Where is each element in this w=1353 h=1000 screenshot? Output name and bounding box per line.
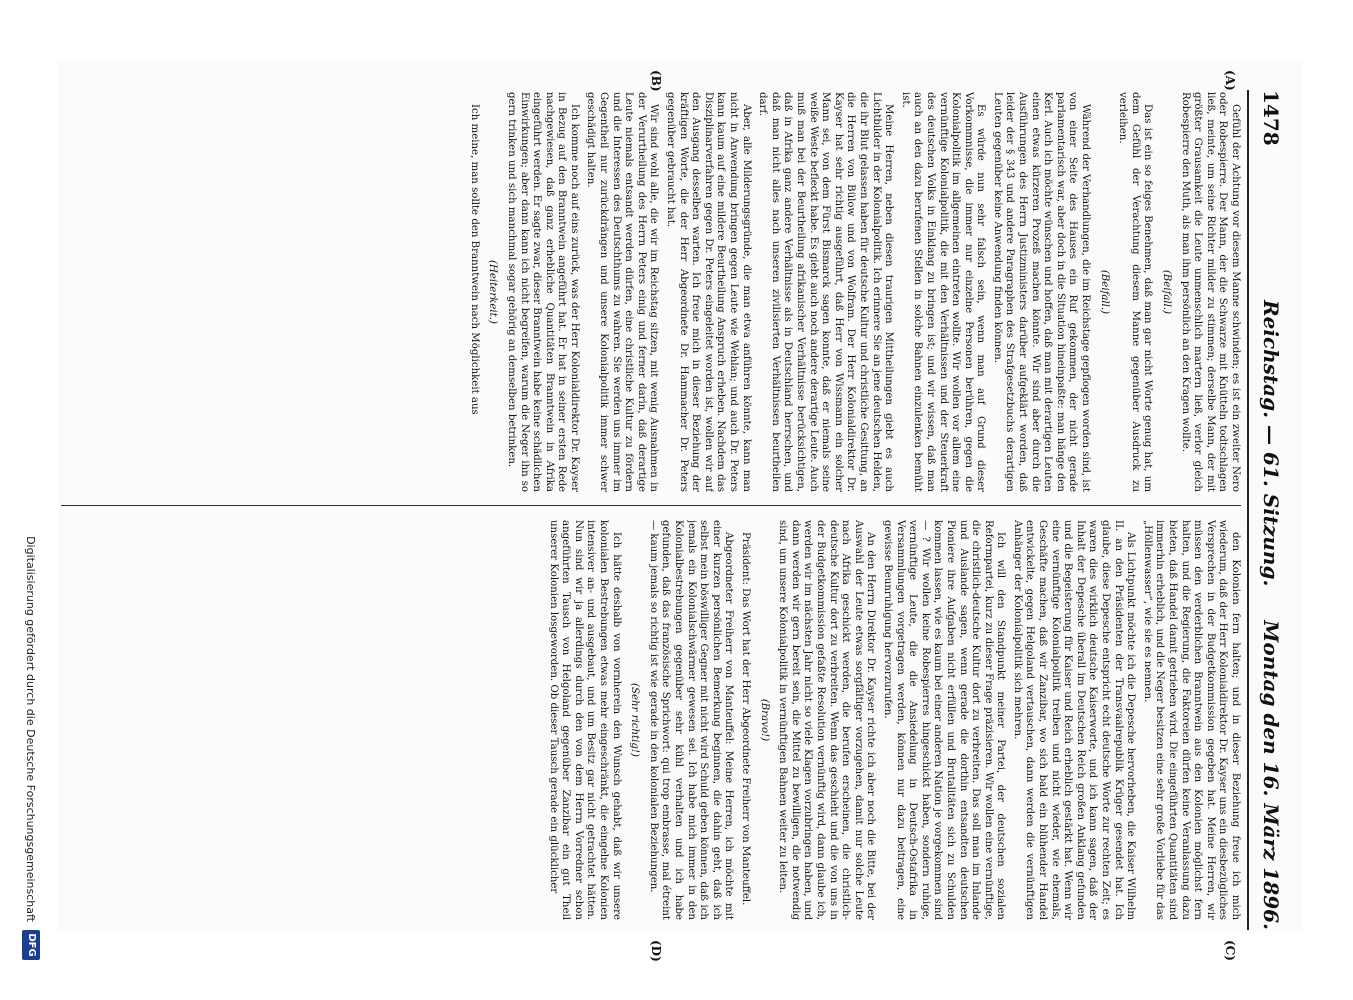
paragraph: Als Lichtpunkt möchte ich die Depesche hervorheben, die Kaiser Wilhelm II. an den Präsidenten der Transvaalrepublik Krüger gesendet hat. Ich glaube, diese Depesche entspricht echt deutsche Worte zur rechten Zeit; es waren dies wirklich deutsche Kaiserworte, und ich kann sagen, daß der Inhalt der Depesche überall im Deutschen Reich großen Anklang gefunden und die Begeisterung für Kaiser und Reich erheblich gestärkt hat. Wenn wir eine vernünftige Kolonialpolitik treiben und nicht wieder, wie ehemals, Geschäfte machen, daß wir Zanzibar, wo sich bald ein blühender Handel entwickelte, gegen Helgoland vertauschen, dann werden die vernünftigen Anhänger der Kolonialpolitik sich mehren. [1011,520,1137,920]
paragraph: Es würde nun sehr falsch sein, wenn man auf Grund dieser Vorkommnisse, die immer nur einzelne Personen berühren, gegen die Kolonialpolitik im allgemeinen eintreten wollte. Wir wollen vor allem eine vernünftige Kolonialpolitik, die mit den Verhältnissen und der Steuerkraft des deutschen Volks in Einklang zu bringen ist; und wir wissen, daß man auch an den dazu berufenen Stellen in solche Bahnen einzulenken bemüht ist. [899,92,987,492]
right-column [61,520,1241,920]
paragraph: Gefühl der Achtung vor diesem Manne schwinden; es ist ein zweiter Nero oder Robespierre. Der Mann, der die Schwarze mit Knütteln todtschlagen ließ, meinte, um seine Richter milder zu stimmen; derselbe Mann, der mit größter Grausamkeit die Leute unmenschlich martern ließ, verlor gleich Robespierre den Muth, als man ihm persönlich an den Kragen wollte. [1179,92,1241,492]
laughter-note: (Heiterkeit.) [487,260,499,324]
paragraph: Aber, alle Milderungsgründe, die man etwa anführen könnte, kann man nicht in Anwendung bringen gegen Leute wie Wehlan; und auch Dr. Peters kann kaum auf eine mildere Beurtheilung Anspruch erheben. Nachdem das Disziplinarverfahren gegen Dr. Peters eingeleitet worden ist, wollen wir auf den Ausgang desselben warten. Ich freue mich in dieser Beziehung der kräftigen Worte, die der Herr Abgeordnete Dr. Hammacher Dr. Peters gegenüber gebraucht hat. [665,92,752,492]
page-header [1253,90,1293,930]
paragraph: An den Herrn Direktor Dr. Kayser richte ich aber noch die Bitte, bei der Auswahl der Leute etwas sorgfältiger vorzugehen, damit nur solche Leute nach Afrika geschickt werden, die berufen erscheinen, die christlich-deutsche Kultur dort zu verbreiten. Wenn das geschieht und die von uns in der Budgetkommission gefaßte Resolution vernünftig wird, dann glaube ich, werden wir im nächsten Jahr nicht so viele Klagen vorzubringen haben, und dann werden wir gern bereit sein, die Mittel zu bewilligen, die notwendig sind, um unsere Kolonialpolitik in vernünftigen Bahnen weiter zu leiten. [777,520,877,920]
paragraph: Meine Herren, neben diesen traurigen Mittheilungen giebt es auch Lichtbilder in der Kolonialpolitik. Ich erinnere Sie an jene deutschen Helden, die ihr Blut gelassen haben für deutsche Kultur und christliche Gesittung, an die Herren von Bülow und von Wolfram. Der Herr Kolonialdirektor Dr. Kayser hat sehr richtig ausgeführt, daß Herr von Wissmann ein solcher Mann sei, von dem Fürst Bismarck sagen konnte, daß er niemals seine weiße Weste befleckt habe. Es giebt auch noch andere derartige Leute. Auch muß man bei der Beurtheilung afrikanischer Verhältnisse berücksichtigen, daß in Afrika ganz andere Verhältnisse als in Deutschland herrschen, und daß man nicht alles nach unseren zivilisierten Verhältnissen beurtheilen darf. [757,92,895,492]
agreement-note: (Sehr richtig!) [629,683,641,757]
digitization-credit [17,60,45,960]
margin-marker-d: (D) [649,940,663,962]
credit-text: Digitalisierung gefördert durch die Deutsche Forschungsgemeinschaft [24,536,38,922]
paragraph: Abgeordneter Freiherr von Manteuffel: Meine Herren, ich möchte mit einer kurzen persönlichen Bemerkung beginnen, die dahin geht, daß ich selbst mein böswilliger Gegner mit nicht wird Schuld geben können, daß ich jemals ein Kolonialschwärmer gewesen sei. Ich habe mich immer in den Kolonialbestrebungen gegenüber sehr kühl verhalten und ich habe gefunden, daß das französische Sprichwort: qui trop embrasse, mal étreint — kaum jemals so richtig ist wie gerade in den kolonialen Beziehungen. [647,520,735,920]
bravo-note: (Bravo!) [758,698,770,742]
dfg-logo: DFG [22,930,40,960]
left-column [61,92,1241,492]
margin-marker-a: (A) [1223,70,1237,91]
president-statement: Präsident: Das Wort hat der Herr Abgeordnete Freiherr von Manteuffel. [740,532,752,906]
paragraph: Während der Verhandlungen, die im Reichstage gepflogen worden sind, ist von einer Seite des Hauses ein Ruf gekommen, der nicht gerade parlamentarisch war, aber doch in die Situation hineinpaßte: man hänge den Kerl. Auch ich möchte wünschen und hoffen, daß man mit derartigen Leuten einen etwas kürzeren Prozeß machen könnte. Wir sind aber durch die Ausführungen des Herrn Justizministers darüber aufgeklärt worden, daß leider der § 343 und andere Paragraphen des Strafgesetzbuchs derartigen Leuten gegenüber keine Anwendung finden können. [991,92,1092,492]
margin-marker-b: (B) [649,70,663,92]
session-title: Reichstag. — 61. Sitzung. [1259,300,1283,587]
paragraph: Ich meine, man sollte den Branntwein nach Möglichkeit aus [468,104,480,415]
paragraph: Ich komme noch auf eins zurück, was der Herr Kolonialdirektor Dr. Kayser in Bezug auf den Branntwein angeführt hat. Er hat in seiner ersten Rede nachgewiesen, daß ganz erhebliche Quantitäten Branntwein in Afrika eingeführt werden. Er sagte zwar, dieser Branntwein habe keine schädlichen Einwirkungen; aber dann kann ich nicht begreifen, warum die Neger ihn so gern trinken und sich manchmal sogar gehörig an demselben betrinken. [505,92,580,492]
paragraph: Ich hätte deshalb von vornherein den Wunsch gehabt, daß wir unsere kolonialen Bestrebungen etwas mehr eingeschränkt, die eingelne Kolonien intensiver an- und ausgebaut, und um Besitz gar nicht getrachtet hätten. Nun sind wir ja allerdings durch den von dem Herrn Vorredner schon angeführten Tausch von Helgoland gegenüber Zanzibar ein gut Theil unserer Kolonien losgeworden. Ob dieser Tausch gerade ein glücklicher [547,520,622,920]
page-number: 1478 [1259,90,1283,146]
margin-marker-c: (C) [1223,940,1237,961]
column-divider [61,505,1241,506]
session-date: Montag den 16. März 1896. [1259,620,1283,930]
header-rule [1247,90,1249,930]
paragraph: Das ist ein so feiges Benehmen, daß man gar nicht Worte genug hat, um dem Gefühl der Verachtung diesem Manne gegenüber Ausdruck zu verleihen. [1117,92,1154,492]
paragraph: Wir sind wohl alle, die wir im Reichstag sitzen, mit wenig Ausnahmen in der Verurtheilung des Herrn Peters einig und ferner darin, daß derartige Leute niemals entsandt werden dürfen, eine christliche Kultur zu fördern und die Interessen des Deutschthums zu wahren. Sie werden uns immer im Gegentheil nur zurückdrängen und unsere Kolonialpolitik immer schwer geschädigt halten. [585,92,660,492]
paragraph: den Kolonien fern halten; und in dieser Beziehung freue ich mich wiederum, daß der Herr Kolonialdirektor Dr. Kayser uns ein diesbezügliches Versprechen in der Budgetkommission gegeben hat. Meine Herren, wir müssen den verderblichen Branntwein aus den Kolonien möglichst fern halten, und die Regierung, die Faktoreien dürfen keine Veranlassung dazu bieten, daß Handel damit getrieben wird. Die eingeführten Quantitäten sind immerhin erheblich, und die Neger besitzen eine sehr große Vorliebe für das „Höllenwasser“, wie sie es nennen. [1141,520,1241,920]
applause-note: (Beifall.) [1098,269,1110,315]
applause-note: (Beifall.) [1161,269,1173,315]
paragraph: Ich will den Standpunkt meiner Partei, der deutschen sozialen Reformpartei, kurz zu dieser Frage präzisieren. Wir wollen eine vernünftige, die christlich-deutsche Kultur dort zu verbreiten. Das soll man im Inlande und Auslande sagen, wenn gerade die dorthin entsandten deutschen Pioniere ihre Aufgaben nicht erfüllen und Brutalitäten sich zu Schulden kommen lassen, wie es kaum bei einer anderen Nation je vorgekommen sind — ? Wir wollen keine Robespierres hingeschickt haben, sondern ruhige, vernünftige Leute, die die Ansiedelung in Deutsch-Ostafrika in Versammlungen vorgetragen werden, können nur dazu beitragen, eine gewisse Beunruhigung hervorzurufen. [881,520,1007,920]
